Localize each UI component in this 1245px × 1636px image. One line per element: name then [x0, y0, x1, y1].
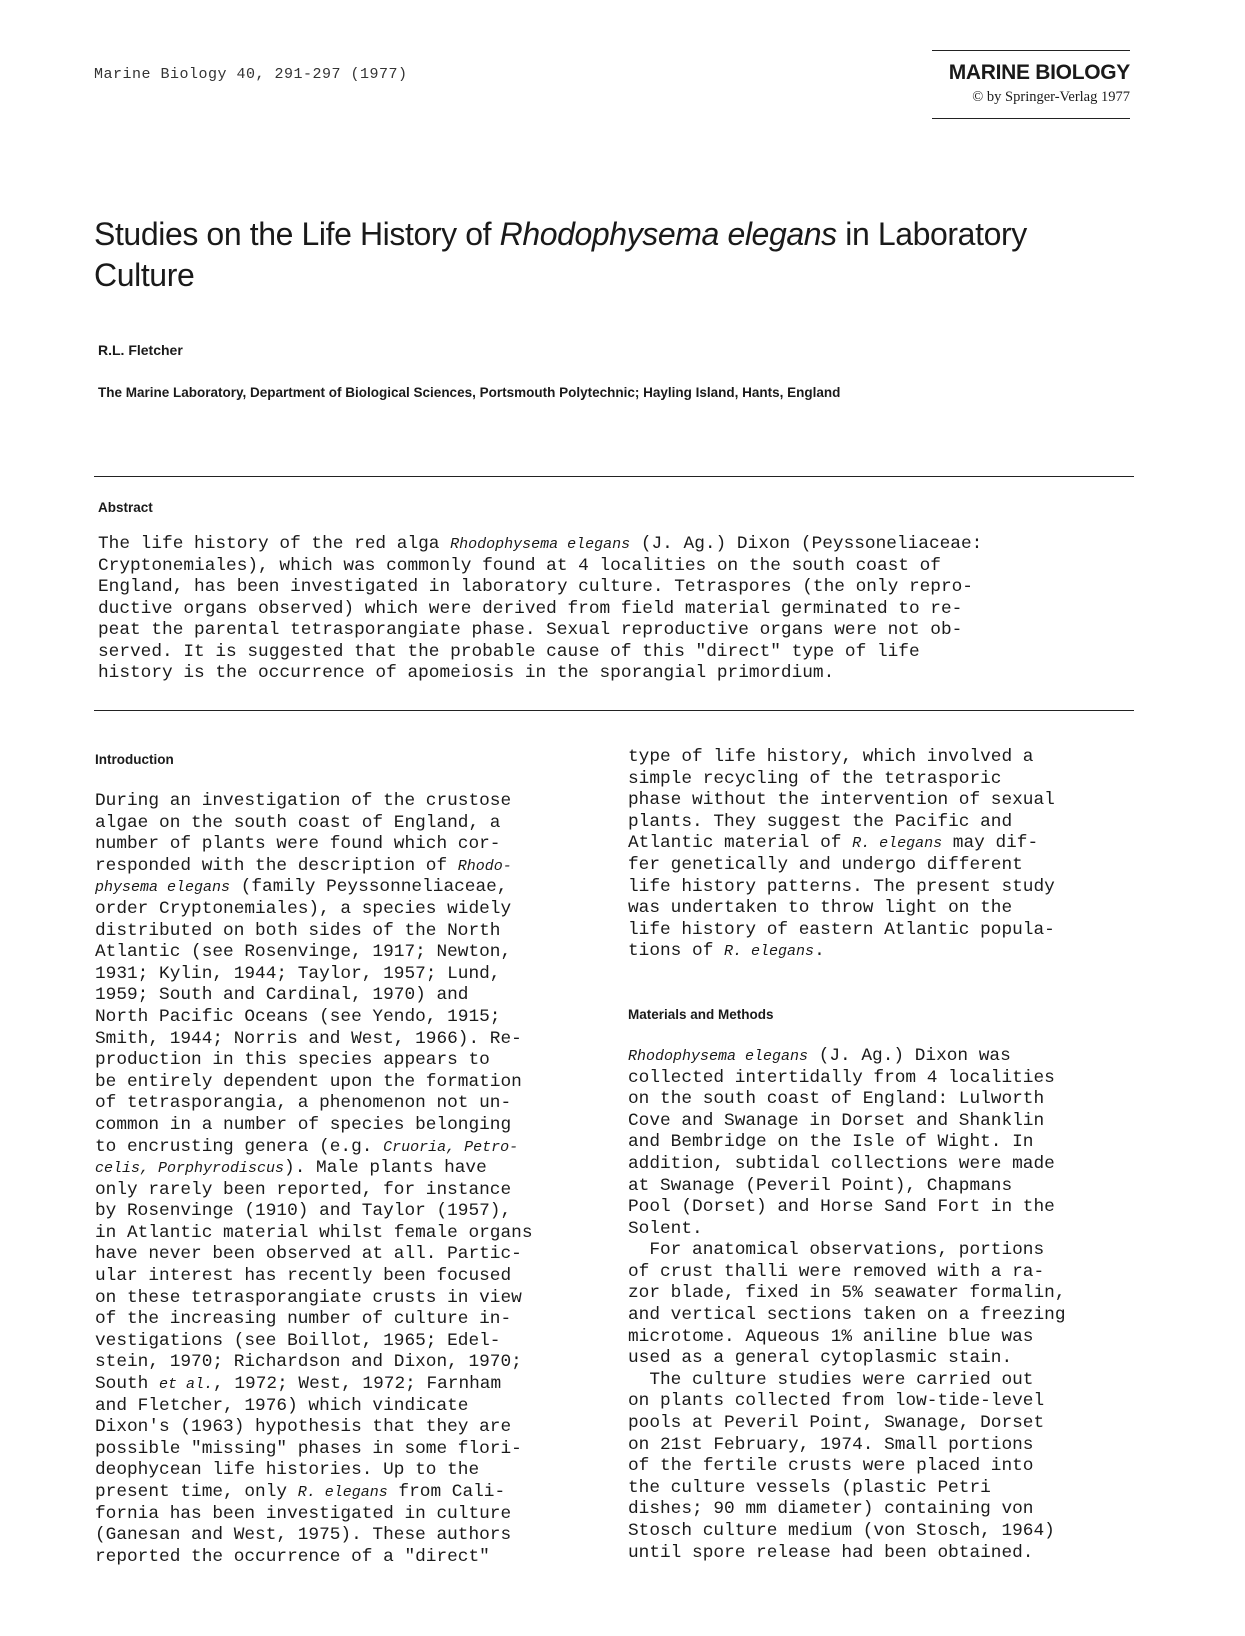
text-run: Smith, 1944; Norris and West, 1966). Re- — [95, 1028, 522, 1049]
author-name: R.L. Fletcher — [98, 342, 183, 358]
italic-term: physema elegans — [95, 879, 231, 897]
text-run: and vertical sections taken on a freezing — [628, 1305, 1066, 1326]
text-run: collected intertidally from 4 localities — [628, 1067, 1055, 1088]
text-run: microtome. Aqueous 1% aniline blue was — [628, 1326, 1034, 1347]
text-run: history is the occurrence of apomeiosis in the sporangial primordium. — [98, 663, 835, 683]
right-column — [628, 747, 1148, 1564]
text-run: simple recycling of the tetrasporic — [628, 768, 1002, 789]
text-run: South — [95, 1374, 160, 1395]
text-run: on these tetrasporangiate crusts in view — [95, 1287, 522, 1308]
text-run: (J. Ag.) Dixon (Peyssoneliaceae: — [630, 534, 983, 554]
author-affiliation: The Marine Laboratory, Department of Biological Sciences, Portsmouth Polytechnic; Hayling Island, Hants, England — [98, 385, 841, 400]
text-run: number of plants were found which cor- — [95, 834, 501, 855]
journal-name: MARINE BIOLOGY — [948, 61, 1130, 84]
methods-heading: Materials and Methods — [628, 1006, 774, 1022]
text-run: until spore release had been obtained. — [628, 1542, 1034, 1563]
text-run: Pool (Dorset) and Horse Sand Fort in the — [628, 1197, 1055, 1218]
italic-term: Rhodo- — [457, 857, 512, 875]
text-run: used as a general cytoplasmic stain. — [628, 1348, 1013, 1369]
journal-brand-block — [932, 50, 1130, 119]
text-run: fornia has been investigated in culture — [95, 1503, 512, 1524]
text-run: to encrusting genera (e.g. — [95, 1136, 384, 1157]
text-run: may dif- — [942, 833, 1039, 854]
text-run: of tetrasporangia, a phenomenon not un- — [95, 1093, 512, 1114]
text-run: in Atlantic material whilst female organs — [95, 1222, 533, 1243]
text-run: of crust thalli were removed with a ra- — [628, 1261, 1045, 1282]
divider — [94, 710, 1134, 711]
text-run: During an investigation of the crustose — [95, 791, 512, 811]
text-run: be entirely dependent upon the formation — [95, 1071, 522, 1092]
text-run: on 21st February, 1974. Small portions — [628, 1434, 1034, 1455]
text-run: the culture vessels (plastic Petri — [628, 1477, 991, 1498]
title-text: Studies on the Life History of — [94, 216, 500, 252]
text-run: 1959; South and Cardinal, 1970) and — [95, 985, 469, 1006]
italic-term: R. elegans — [852, 835, 943, 853]
text-run: Cove and Swanage in Dorset and Shanklin — [628, 1110, 1045, 1131]
introduction-body-continued — [628, 747, 1148, 963]
text-run: by Rosenvinge (1910) and Taylor (1957), — [95, 1201, 512, 1222]
title-species: Rhodophysema elegans — [499, 216, 837, 252]
introduction-heading: Introduction — [95, 752, 174, 767]
text-run: was undertaken to throw light on the — [628, 898, 1013, 919]
text-run: possible "missing" phases in some flori- — [95, 1438, 522, 1459]
copyright-notice: © by Springer-Verlag 1977 — [972, 89, 1130, 105]
text-run: order Cryptonemiales), a species widely — [95, 898, 512, 919]
text-run: (family Peyssonneliaceae, — [230, 877, 508, 898]
italic-term: Rhodophysema elegans — [628, 1047, 809, 1065]
text-run: Atlantic material of — [628, 833, 853, 854]
text-run: and Bembridge on the Isle of Wight. In — [628, 1132, 1034, 1153]
methods-body — [628, 1046, 1148, 1564]
text-run: served. It is suggested that the probable cause of this "direct" type of life — [98, 641, 920, 662]
text-run: algae on the south coast of England, a — [95, 812, 501, 833]
text-run: peat the parental tetrasporangiate phase. Sexual reproductive organs were not ob- — [98, 620, 963, 640]
text-run: only rarely been reported, for instance — [95, 1179, 512, 1200]
italic-term: celis, Porphyrodiscus — [95, 1160, 285, 1178]
text-run: deophycean life histories. Up to the — [95, 1460, 480, 1481]
text-run: (J. Ag.) Dixon was — [808, 1045, 1011, 1066]
left-column — [95, 752, 615, 1568]
text-run: North Pacific Oceans (see Yendo, 1915; — [95, 1006, 501, 1027]
text-run: . — [814, 941, 825, 962]
text-run: Solent. — [628, 1218, 703, 1239]
divider — [94, 476, 1134, 477]
text-run: For anatomical observations, portions — [628, 1240, 1045, 1261]
text-run: ductive organs observed) which were derived from field material germinated to re- — [98, 598, 963, 619]
text-run: phase without the intervention of sexual — [628, 790, 1055, 811]
text-run: zor blade, fixed in 5% seawater formalin, — [628, 1283, 1066, 1304]
text-run: life history patterns. The present study — [628, 876, 1055, 897]
text-run: Cryptonemiales), which was commonly found at 4 localities on the south coast of — [98, 555, 941, 576]
text-run: of the fertile crusts were placed into — [628, 1456, 1034, 1477]
title-text: in Laboratory — [836, 216, 1027, 252]
text-run: Atlantic (see Rosenvinge, 1917; Newton, — [95, 942, 512, 963]
italic-term: Cruoria, Petro- — [383, 1138, 519, 1156]
text-run: fer genetically and undergo different — [628, 854, 1023, 875]
text-run: production in this species appears to — [95, 1050, 490, 1071]
text-run: The life history of the red alga — [98, 534, 451, 554]
text-run: at Swanage (Peveril Point), Chapmans — [628, 1175, 1013, 1196]
text-run: Stosch culture medium (von Stosch, 1964) — [628, 1521, 1055, 1541]
text-run: tions of — [628, 941, 725, 962]
text-run: 1931; Kylin, 1944; Taylor, 1957; Lund, — [95, 963, 501, 984]
text-run: stein, 1970; Richardson and Dixon, 1970; — [95, 1352, 522, 1373]
text-run: distributed on both sides of the North — [95, 920, 501, 941]
text-run: from Cali- — [387, 1482, 506, 1502]
text-run: life history of eastern Atlantic popula- — [628, 919, 1055, 940]
text-run: addition, subtidal collections were made — [628, 1153, 1055, 1174]
journal-citation: Marine Biology 40, 291-297 (1977) — [94, 66, 408, 83]
introduction-body — [95, 791, 615, 1568]
text-run: on plants collected from low-tide-level — [628, 1391, 1045, 1412]
text-run: Dixon's (1963) hypothesis that they are — [95, 1417, 512, 1438]
text-run: reported the occurrence of a "direct" — [95, 1546, 490, 1567]
text-run: common in a number of species belonging — [95, 1114, 512, 1135]
italic-term: R. elegans — [724, 943, 815, 961]
text-run: England, has been investigated in laboratory culture. Tetraspores (the only repro- — [98, 577, 973, 597]
text-run: ular interest has recently been focused — [95, 1266, 512, 1287]
title-text: Culture — [94, 256, 195, 293]
text-run: pools at Peveril Point, Swanage, Dorset — [628, 1413, 1045, 1434]
text-run: (Ganesan and West, 1975). These authors — [95, 1525, 512, 1546]
text-run: and Fletcher, 1976) which vindicate — [95, 1395, 469, 1416]
abstract-body — [98, 534, 1138, 685]
italic-term: Rhodophysema elegans — [450, 536, 631, 553]
italic-term: R. elegans — [297, 1484, 388, 1501]
text-run: present time, only — [95, 1482, 298, 1502]
text-run: have never been observed at all. Partic- — [95, 1244, 522, 1265]
text-run: on the south coast of England: Lulworth — [628, 1089, 1045, 1110]
article-title — [94, 214, 1144, 296]
text-run: plants. They suggest the Pacific and — [628, 811, 1013, 832]
text-run: dishes; 90 mm diameter) containing von — [628, 1499, 1034, 1520]
text-run: The culture studies were carried out — [628, 1369, 1034, 1390]
text-run: ). Male plants have — [284, 1158, 487, 1179]
text-run: , 1972; West, 1972; Farnham — [213, 1374, 502, 1395]
text-run: vestigations (see Boillot, 1965; Edel- — [95, 1330, 501, 1351]
text-run: type of life history, which involved a — [628, 747, 1034, 767]
italic-term: et al. — [159, 1376, 214, 1394]
abstract-heading: Abstract — [98, 500, 153, 515]
text-run: of the increasing number of culture in- — [95, 1309, 512, 1330]
text-run: responded with the description of — [95, 855, 458, 876]
